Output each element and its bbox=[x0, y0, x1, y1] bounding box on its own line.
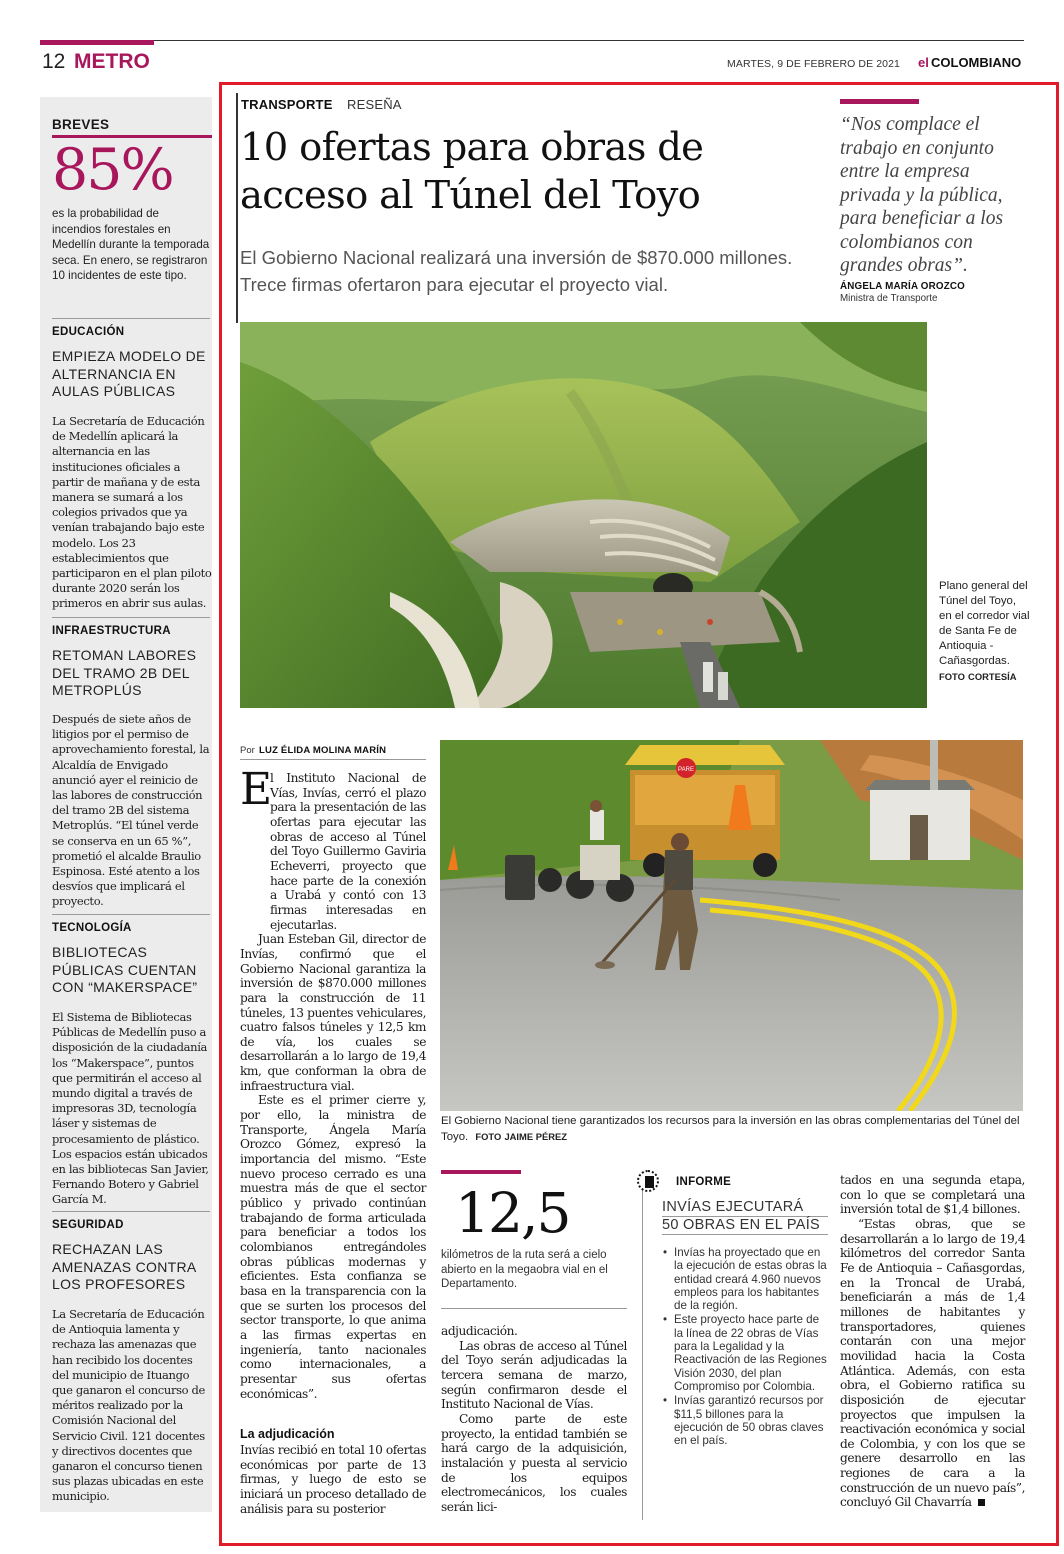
tunnel-aerial-photo bbox=[240, 322, 927, 708]
road-photo-caption bbox=[441, 1114, 1025, 1145]
kicker-section: TRANSPORTE bbox=[241, 97, 333, 112]
article-body-col1-continued: Invías recibió en total 10 ofertas económicas por parte de 13 firmas, y luego de esto se iniciará un proceso detallado de análisis para su posterior bbox=[240, 1443, 427, 1516]
article-deck: El Gobierno Nacional realizará una inversión de $870.000 millones. Trece firmas ofertaron para ejecutar el proyecto vial. bbox=[240, 247, 793, 295]
page-number: 12 bbox=[42, 50, 66, 73]
stat-bottom-rule bbox=[441, 1308, 627, 1309]
header-accent-bar bbox=[40, 40, 154, 45]
article-body-col4 bbox=[840, 1173, 1025, 1510]
brief-headline: RECHAZAN LAS AMENAZAS CONTRA LOS PROFESORES bbox=[52, 1241, 196, 1292]
article-paragraph: Juan Esteban Gil, director de Invías, confirmó que el Gobierno Nacional garantiza la inversión de $870.000 millones para la construcción de 11 túneles, 13 puentes vehiculares, cuatro falsos túneles y 12,5 km de vía, los cuales se desarrollarán a lo largo de 19,4 km, que conforman la obra de infraestructura vial. bbox=[240, 932, 426, 1093]
kicker-type: RESEÑA bbox=[347, 97, 402, 112]
stat-value: 12,5 bbox=[455, 1181, 570, 1245]
brief-headline: RETOMAN LABORES DEL TRAMO 2B DEL METROPLÚS bbox=[52, 647, 197, 698]
kicker-vertical-rule bbox=[236, 93, 238, 323]
article-body-col1 bbox=[240, 771, 426, 1401]
breves-stat-text: es la probabilidad de incendios forestales en Medellín durante la temporada seca. En enero, se registraron 10 incidentes de este tipo. bbox=[52, 207, 210, 283]
informe-list-item: • Este proyecto hace parte de la línea de 22 obras de Vías para la Legalidad y la Reactivación de las Regiones Visión 2030, del plan Compromiso por Colombia. bbox=[660, 1313, 828, 1393]
brief-body: La Secretaría de Educación de Antioquia lamenta y rechaza las amenazas que han recibido los docentes del municipio de Ituango que ganaron el concurso de méritos realizado por la Comisión Nacional del Servicio Civil. 121 docentes y directivos docentes que ganaron el concurso tienen sus plazas ubicadas en este municipio. bbox=[52, 1307, 205, 1504]
informe-headline-line1: INVÍAS EJECUTARÁ bbox=[662, 1199, 804, 1215]
informe-headline-line2: 50 OBRAS EN EL PAÍS bbox=[662, 1217, 821, 1233]
byline-rule bbox=[240, 759, 426, 760]
breves-title: BREVES bbox=[52, 117, 110, 132]
brief-divider bbox=[52, 1211, 210, 1212]
issue-date: MARTES, 9 DE FEBRERO DE 2021 bbox=[727, 58, 900, 70]
brief-category: TECNOLOGÍA bbox=[52, 922, 132, 934]
article-paragraph: Como parte de este proyecto, la entidad también se hará cargo de la adquisición, instalación y puesta al servicio de los equipos electromecánicos, los cuales serán lici- bbox=[441, 1411, 627, 1514]
brief-body: Después de siete años de litigios por el permiso de aprovechamiento forestal, la Alcaldía de Envigado anunció ayer el reinicio de las labores de construcción del tramo 2B del sistema Metroplús. “El túnel verde se conserva en un 65 %”, prometió el alcalde Braulio Espinosa. Esté atento a los desvíos que implicará el proyecto. bbox=[52, 712, 210, 909]
brief-headline: BIBLIOTECAS PÚBLICAS CUENTAN CON “MAKERSPACE” bbox=[52, 944, 198, 995]
brief-category: SEGURIDAD bbox=[52, 1219, 124, 1231]
article-paragraph: tados en una segunda etapa, con lo que se completará una inversión total de $1,4 billones. bbox=[840, 1173, 1025, 1217]
header-rule bbox=[40, 40, 1024, 41]
informe-title: INFORME bbox=[676, 1176, 732, 1188]
article-paragraph: l Instituto Nacional de Vías, Invías, cerró el plazo para la presentación de las ofertas para ejecutar las obras de acceso al Túnel del Toyo Guillermo Gaviria Echeverri, proyecto que hace parte de la conexión a Urabá y contó con 13 firmas interesadas en ejecutarlas. bbox=[270, 771, 426, 932]
byline-prefix: Por bbox=[240, 745, 255, 756]
brief-category: EDUCACIÓN bbox=[52, 326, 125, 338]
main-photo-caption-text: Plano general del Túnel del Toyo, en el corredor vial de Santa Fe de Antioquia - Cañasgordas. bbox=[939, 580, 1030, 667]
pull-quote: “Nos complace el trabajo en conjunto entre la empresa privada y la pública, para beneficiar a los colombianos con grandes obras”. bbox=[840, 114, 1004, 276]
brief-divider bbox=[52, 617, 210, 618]
brand-name: COLOMBIANO bbox=[931, 55, 1022, 70]
main-photo-credit-label: FOTO bbox=[939, 671, 965, 682]
quote-author-role: Ministra de Transporte bbox=[840, 293, 938, 304]
stat-description: kilómetros de la ruta será a cielo abierto en la megaobra vial en el Departamento. bbox=[441, 1249, 608, 1290]
brief-headline: EMPIEZA MODELO DE ALTERNANCIA EN AULAS PÚBLICAS bbox=[52, 348, 206, 399]
informe-list-item: • Invías ha proyectado que en la ejecución de estas obras la entidad creará 4.960 nuevos empleos para los habitantes de la región. bbox=[660, 1246, 828, 1312]
quote-accent-rule bbox=[840, 99, 919, 104]
byline-author: LUZ ÉLIDA MOLINA MARÍN bbox=[259, 745, 387, 756]
breves-stat-value: 85% bbox=[52, 137, 173, 203]
article-paragraph: Este es el primer cierre y, por ello, la ministra de Transporte, Ángela María Orozco Gómez, expresó la importancia del mismo. “Este nuevo proceso cerrado es una muestra más de que el sector público y privado continúan trabajando de forma articulada para beneficiar a todos los colombianos entregándoles obras públicas modernas y eficientes. Esta confianza se basa en la transparencia con la que se surten los procesos del sector transporte, lo que anima a las firmas expertas en ingeniería, tanto nacionales como internacionales, a presentar sus ofertas económicas”. bbox=[240, 1093, 426, 1401]
drop-cap: E bbox=[240, 764, 273, 815]
brief-category: INFRAESTRUCTURA bbox=[52, 625, 171, 637]
informe-rule bbox=[662, 1234, 828, 1235]
article-headline: 10 ofertas para obras de acceso al Túnel del Toyo bbox=[240, 125, 704, 218]
brief-divider bbox=[52, 318, 210, 319]
road-photo-caption-text: El Gobierno Nacional tiene garantizados los recursos para la inversión en las obras complementarias del Túnel del Toyo. bbox=[441, 1115, 1020, 1143]
main-photo-caption bbox=[939, 579, 1031, 685]
main-photo-credit: CORTESÍA bbox=[968, 671, 1017, 682]
article-paragraph-text: “Estas obras, que se desarrollarán a lo largo de 19,4 kilómetros del corredor Santa Fe de Antioquia – Cañasgordas, en la Troncal de Urabá, beneficiarán a más de 1,4 millones de habitantes y transportadores, quienes contarán con una mejor movilidad hacia la Costa Atlántica. Además, con esta obra, el Gobierno ratifica su disposición de ejecutar proyectos que impulsen la reactivación económica y social de Colombia, y con los que se genere desarrollo en las regiones de cara a la construcción de un nuevo país”, concluyó Gil Chavarría bbox=[840, 1216, 1025, 1510]
end-mark-icon bbox=[978, 1499, 985, 1506]
road-works-photo bbox=[440, 740, 1023, 1111]
section-name: METRO bbox=[74, 50, 150, 73]
road-photo-credit: JAIME PÉREZ bbox=[504, 1131, 567, 1142]
article-subhead: La adjudicación bbox=[240, 1427, 335, 1441]
informe-divider bbox=[642, 1180, 643, 1520]
document-icon-glyph bbox=[645, 1176, 654, 1188]
brief-body: La Secretaría de Educación de Medellín aplicará la alternancia en las instituciones oficiales a partir de mañana y de esta manera se sumará a los colegios privados que ya venían trabajando bajo este modelo. Los 23 establecimientos que participaron en el plan piloto durante 2020 serán los primeros en abrir sus aulas. bbox=[52, 414, 212, 611]
informe-list-item: • Invías garantizó recursos por $11,5 billones para la ejecución de 50 obras claves en el país. bbox=[660, 1394, 828, 1447]
article-paragraph: adjudicación. bbox=[441, 1324, 518, 1338]
article-paragraph-final bbox=[840, 1217, 1025, 1510]
stop-sign-text: PARE bbox=[678, 767, 694, 773]
brief-divider bbox=[52, 914, 210, 915]
quote-author: ÁNGELA MARÍA OROZCO bbox=[840, 281, 965, 292]
article-paragraph: Las obras de acceso al Túnel del Toyo serán adjudicadas la tercera semana de marzo, según confirmaron desde el Instituto Nacional de Vías. bbox=[441, 1338, 627, 1412]
brand-prefix: el bbox=[918, 55, 929, 70]
informe-list bbox=[660, 1246, 828, 1448]
article-body-col2 bbox=[441, 1324, 627, 1515]
road-photo-credit-label: FOTO bbox=[475, 1131, 502, 1142]
stat-accent-rule bbox=[441, 1170, 521, 1174]
brief-body: El Sistema de Bibliotecas Públicas de Medellín puso a disposición de la ciudadanía los “Makerspace”, puntos que permitirán el acceso al mundo digital a través de impresoras 3D, tecnología láser y sistemas de procesamiento de plástico. Los espacios están ubicados en las bibliotecas San Javier, Fernando Botero y Gabriel García M. bbox=[52, 1010, 209, 1207]
